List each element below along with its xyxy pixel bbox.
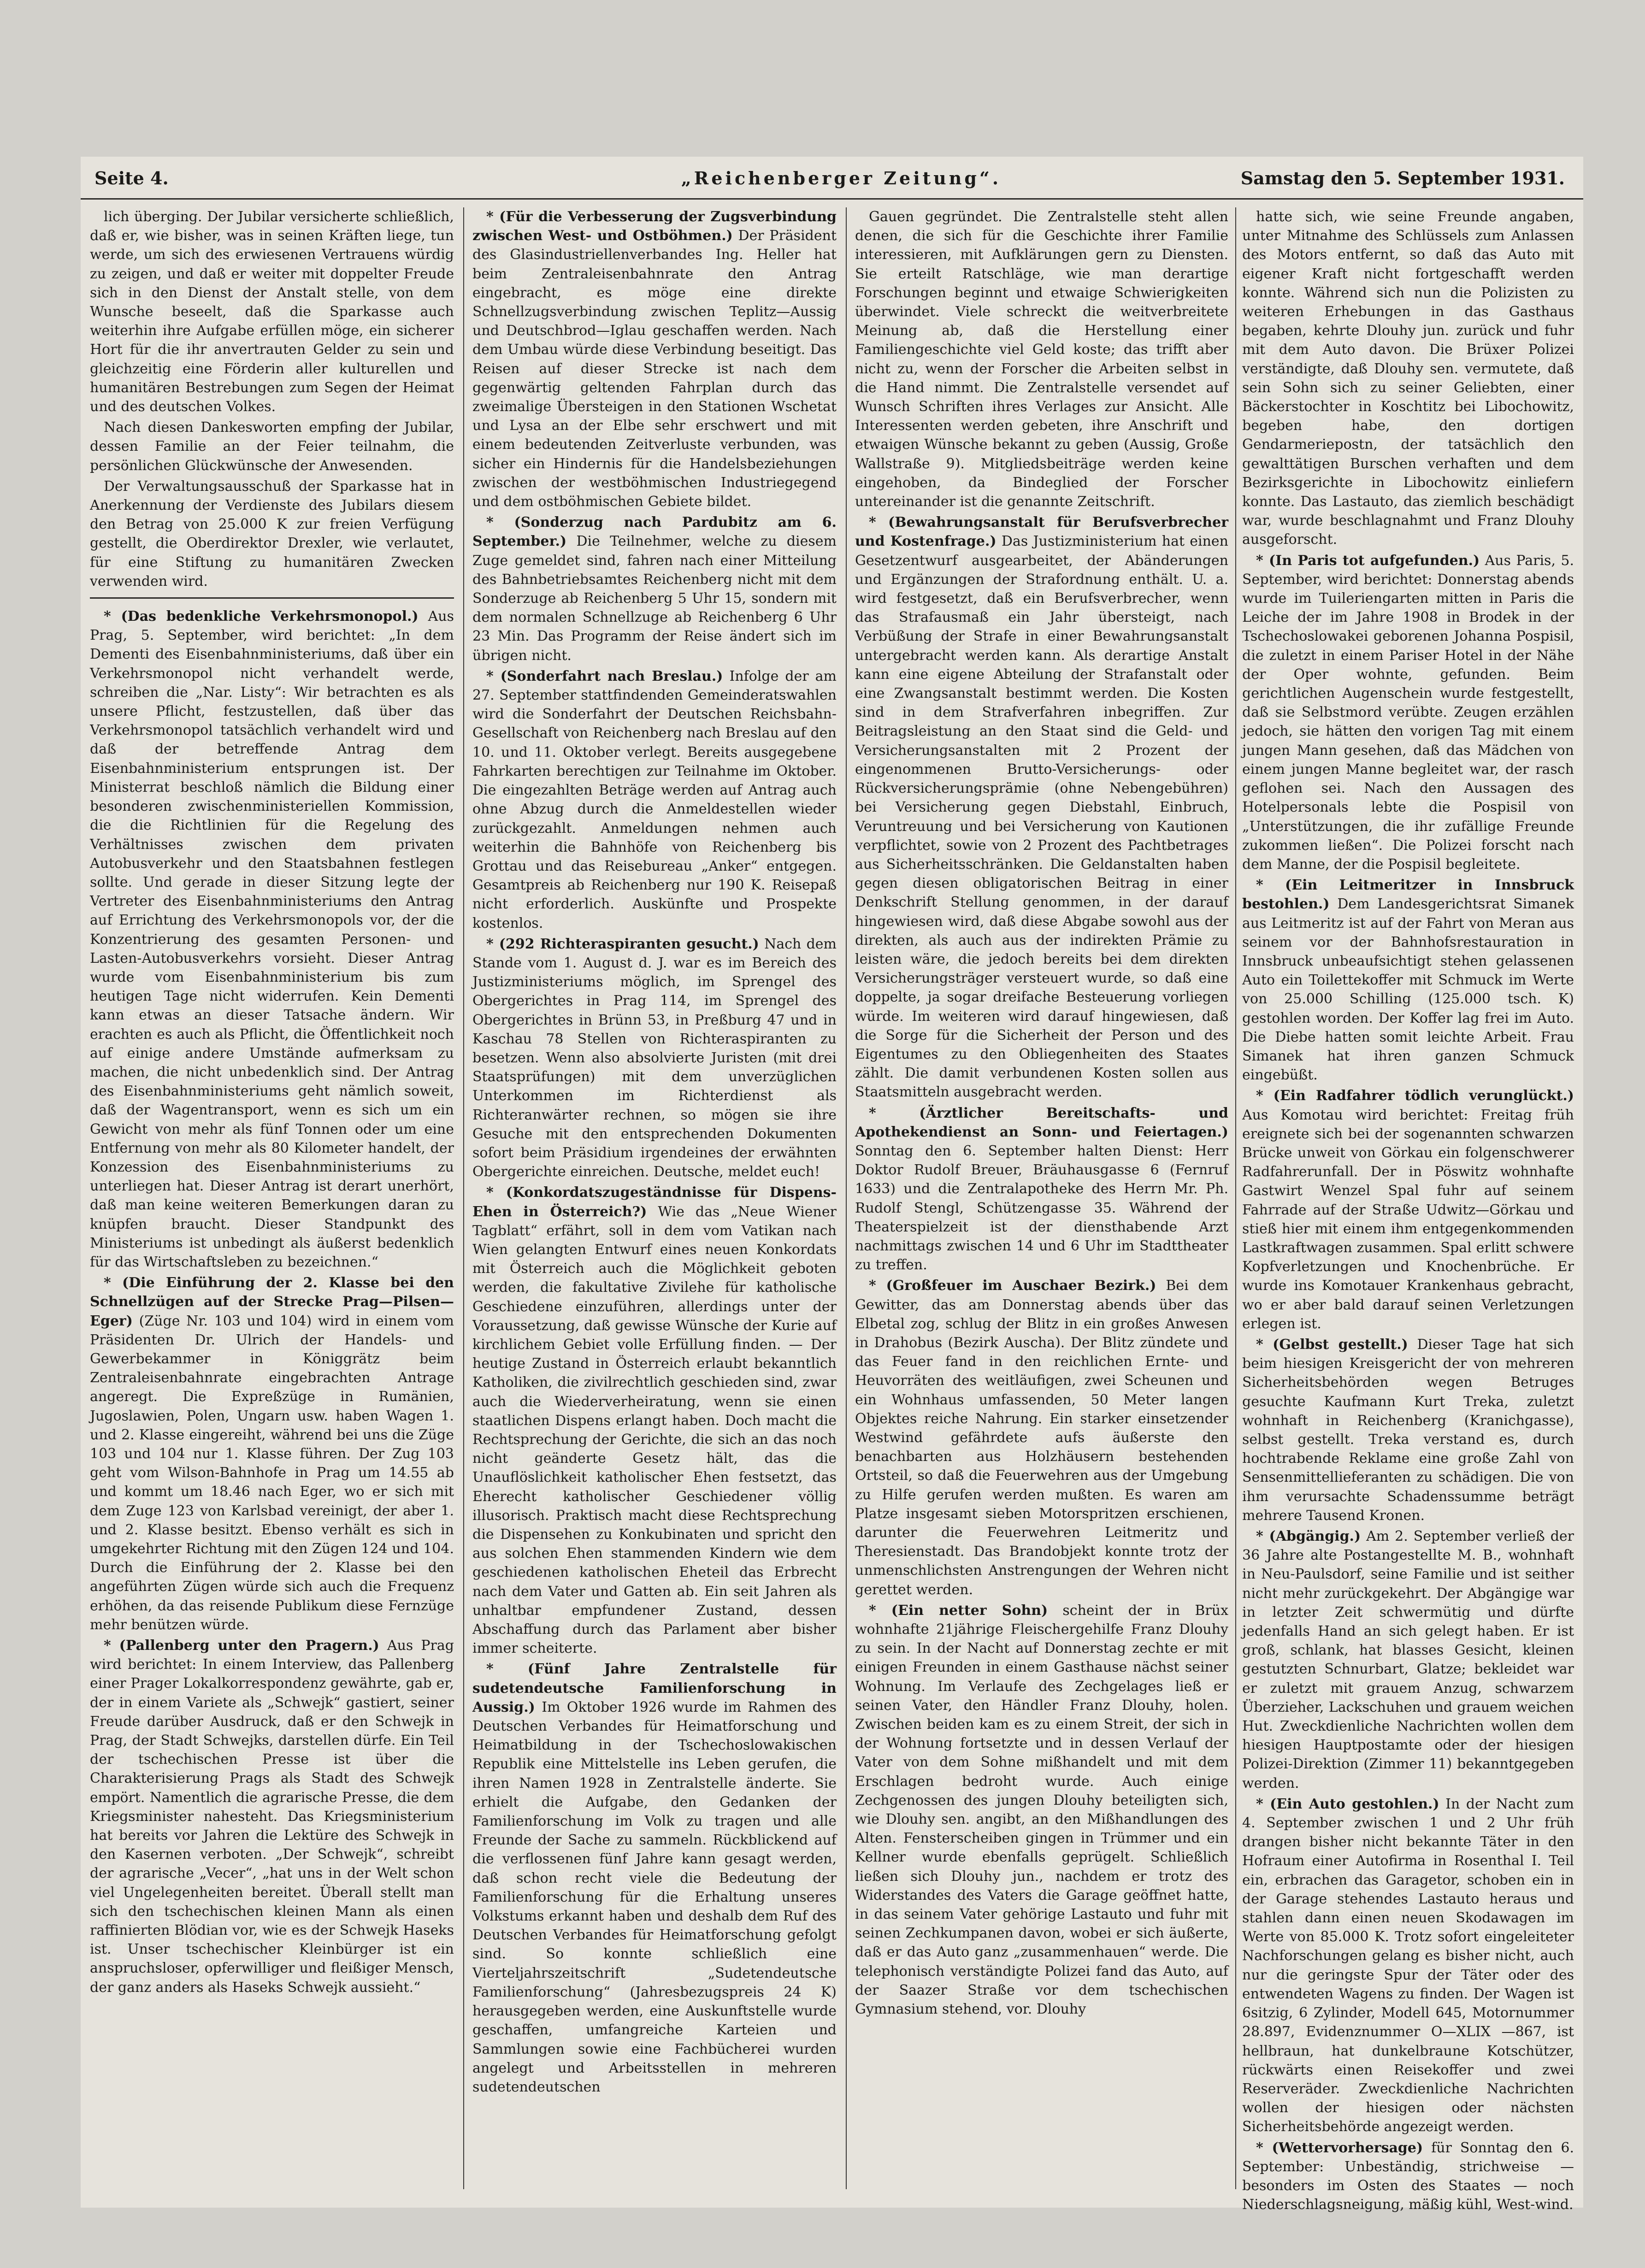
article-heading: * (Das bedenkliche Verkehrsmonopol.) bbox=[104, 608, 419, 625]
article bbox=[855, 513, 1228, 1102]
page-number: Seite 4. bbox=[94, 168, 169, 189]
article-heading: * (Fünf Jahre Zentralstelle für sudetendeutsche Familienforschung in Aussig.) bbox=[472, 1661, 837, 1715]
article bbox=[1242, 2138, 1574, 2215]
article bbox=[1242, 551, 1574, 874]
article-heading: * (Gelbst gestellt.) bbox=[1256, 1336, 1408, 1353]
article bbox=[1242, 1795, 1574, 2137]
article-text: Nach diesen Dankesworten empfing der Jubilar, dessen Familie an der Feier teilnahm, die persönlichen Glückwünsche der Anwesenden. bbox=[90, 419, 454, 474]
article-text: scheint der in Brüx wohnhafte 21jährige Fleischergehilfe Franz Dlouhy zu sein. In der Nacht auf Donnerstag zechte er mit einigen Freunden in einem Gasthause nächst seiner Wohnung. Im Verlaufe des Zechgelages ließ er seinen Vater, den Händler Franz Dlouhy, holen. Zwischen beiden kam es zu einem Streit, der sich in der Wohnung fortsetzte und in dessen Verlauf der Vater von dem Sohne mißhandelt und mit dem Erschlagen bedroht wurde. Auch einige Zechgenossen des jungen Dlouhy beteiligten sich, wie Dlouhy sen. angibt, an den Mißhandlungen des Alten. Fensterscheiben gingen in Trümmer und ein Kellner wurde ebenfalls geprügelt. Schließlich ließen sich Dlouhy jun., nachdem er trotz des Widerstandes des Vaters die Garage geöffnet hatte, in das seinem Vater gehörige Lastauto und fuhr mit seinen Zechkumpanen davon, wobei er sich äußerte, daß er das Auto ganz „zusammenhauen“ werde. Die telephonisch verständigte Polizei fand das Auto, auf der Saazer Straße vor dem tschechischen Gymnasium stehend, vor. Dlouhy bbox=[855, 1602, 1228, 2018]
article-heading: * (Wettervorhersage) bbox=[1256, 2139, 1423, 2156]
article-text: Aus Prag wird berichtet: In einem Interview, das Pallenberg einer Prager Lokalkorrespondenz gewährte, gab er, der in einem Variete als „Schwejk“ gastiert, seiner Freude darüber Ausdruck, daß er den Schwejk in Prag, der Stadt Schwejks, darstellen dürfe. Ein Teil der tschechischen Presse ist über die Charakterisierung Prags als Stadt des Schwejk empört. Namentlich die agrarische Presse, die dem Kriegsminister nahesteht. Das Kriegsministerium hat bereits vor Jahren die Lektüre des Schwejk in den Kasernen verboten. „Der Schwejk“, schreibt der agrarische „Vecer“, „hat uns in der Welt schon viel Ungelegenheiten bereitet. Überall stellt man sich den tschechischen kleinen Mann als einen raffinierten Blödian vor, wie es der Schwejk Haseks ist. Unser tschechischer Kleinbürger ist ein anspruchsloser, opferwilliger und fleißiger Mensch, der ganz anders als Haseks Schwejk aussieht.“ bbox=[90, 1638, 454, 1996]
article-text: Dieser Tage hat sich beim hiesigen Kreisgericht der von mehreren Sicherheitsbehörden wegen Betruges gesuchte Kaufmann Kurt Treka, zuletzt wohnhaft in Reichenberg (Kranichgasse), selbst gestellt. Treka verstand es, durch hochtrabende Reklame eine große Zahl von Sensenmittellieferanten zu schädigen. Die von ihm verursachte Schadenssumme beträgt mehrere Tausend Kronen. bbox=[1242, 1336, 1574, 1524]
article-text: Nach dem Stande vom 1. August d. J. war es im Bereich des Justizministeriums möglich, im Sprengel des Obergerichtes in Prag 114, im Sprengel des Obergerichtes in Brünn 53, in Preßburg 47 und in Kaschau 78 Stellen von Richteraspiranten zu besetzen. Wenn also absolvierte Juristen (mit drei Staatsprüfungen) mit dem unverzüglichen Unterkommen im Richterdienst als Richteranwärter rechnen, so mögen sie ihre Gesuche mit den entsprechenden Dokumenten sofort beim Präsidium irgendeines der erwähnten Obergerichte einreichen. Deutsche, meldet euch! bbox=[472, 936, 837, 1180]
page-header bbox=[81, 157, 1583, 200]
article bbox=[472, 207, 837, 511]
article-heading: * (292 Richteraspiranten gesucht.) bbox=[486, 936, 759, 952]
article-heading: * (Sonderfahrt nach Breslau.) bbox=[486, 668, 723, 684]
article-text: Am 2. September verließ der 36 Jahre alte Postangestellte M. B., wohnhaft in Neu-Paulsdorf, seine Familie und ist seither nicht mehr zurückgekehrt. Der Abgängige war in letzter Zeit schwermütig und dürfte jedenfalls Hand an sich gelegt haben. Er ist groß, schlank, hat blasses Gesicht, kleinen gestutzten Schnurbart, Glatze; bekleidet war er zuletzt mit grauem Anzug, schwarzem Überzieher, Lackschuhen und grauem weichen Hut. Zweckdienliche Nachrichten wollen dem hiesigen Hauptpostamte oder der hiesigen Polizei-Direktion (Zimmer 11) bekanntgegeben werden. bbox=[1242, 1528, 1574, 1791]
article bbox=[1242, 1335, 1574, 1525]
column-1 bbox=[90, 207, 454, 2189]
article-text: Wie das „Neue Wiener Tagblatt“ erfährt, soll in dem vom Vatikan nach Wien gelangten Entwurf eines neuen Konkordats mit Österreich auch die Möglichkeit geboten werden, die fakultative Zivilehe für katholische Geschiedene einzuführen, allerdings unter der Voraussetzung, daß gewisse Wünsche der Kurie auf kirchlichem Gebiet volle Erfüllung finden. — Der heutige Zustand in Österreich erlaubt bekanntlich Katholiken, die zivilrechtlich geschieden sind, zwar auch die Wiederverheiratung, wenn sie einen staatlichen Dispens erlangt haben. Doch macht die Rechtsprechung der Gerichte, die sich an das noch nicht geänderte Gesetz hält, das die Unauflöslichkeit katholischer Ehen festsetzt, das Eherecht katholischer Geschiedener völlig illusorisch. Praktisch macht diese Rechtsprechung die Dispensehen zu Konkubinaten und spricht den aus solchen Ehen stammenden Kindern wie dem geschiedenen katholischen Eheteil das Erbrecht nach dem Vater und Gatten ab. Ein seit Jahren als unhaltbar empfundener Zustand, dessen Abschaffung durch das Parlament aber bisher immer scheiterte. bbox=[472, 1203, 837, 1657]
article-heading: * (Ein Radfahrer tödlich verunglückt.) bbox=[1256, 1088, 1574, 1104]
article-heading: * (Konkordatszugeständnisse für Dispens-Ehen in Österreich?) bbox=[472, 1184, 837, 1220]
article bbox=[1242, 1527, 1574, 1793]
article-text: (Züge Nr. 103 und 104) wird in einem vom Präsidenten Dr. Ulrich der Handels- und Gewerbekammer in Königgrätz beim Zentraleisenbahnrate eingebrachten Antrage angeregt. Die Expreßzüge in Rumänien, Jugoslawien, Polen, Ungarn usw. haben Wagen 1. und 2. Klasse eingereiht, während bei uns die Züge 103 und 104 nur 1. Klasse führen. Der Zug 103 geht vom Wilson-Bahnhofe in Prag um 14.55 ab und kommt um 18.46 nach Eger, wo er sich mit dem Zuge 123 von Karlsbad vereinigt, der aber 1. und 2. Klasse besitzt. Ebenso verhält es sich in umgekehrter Richtung mit den Zügen 124 und 104. Durch die Einführung der 2. Klasse bei den angeführten Zügen würde sich auch die Frequenz erhöhen, da das reisende Publikum diese Fernzüge mehr benützen würde. bbox=[90, 1313, 454, 1633]
article-text: Gauen gegründet. Die Zentralstelle steht allen denen, die sich für die Geschichte ihrer Familie interessieren, mit Aufklärungen gern zu Diensten. Sie erteilt Ratschläge, wie man derartige Forschungen beginnt und etwaige Schwierigkeiten überwindet. Viele schreckt die weitverbreitete Meinung ab, daß die Herstellung einer Familiengeschichte viel Geld koste; das trifft aber nicht zu, wenn der Forscher die Arbeiten selbst in die Hand nimmt. Die Zentralstelle versendet auf Wunsch Schriften ihres Verlages zur Ansicht. Alle Interessenten werden gebeten, ihre Anschrift und etwaigen Wünsche bekannt zu geben (Aussig, Große Wallstraße 9). Mitgliedsbeiträge werden keine eingehoben, da Bindeglied der Forscher untereinander ist die genannte Zeitschrift. bbox=[855, 209, 1228, 510]
issue-date: Samstag den 5. September 1931. bbox=[1240, 168, 1565, 189]
newspaper-page bbox=[81, 157, 1583, 2213]
newspaper-title: „Reichenberger Zeitung“. bbox=[681, 168, 1002, 189]
article bbox=[472, 1660, 837, 2097]
article bbox=[472, 513, 837, 665]
article bbox=[1242, 1086, 1574, 1333]
article-text: Infolge der am 27. September stattfindenden Gemeinderatswahlen wird die Sonderfahrt der Deutschen Reichsbahn-Gesellschaft von Reichenberg nach Breslau auf den 10. und 11. Oktober verlegt. Bereits ausgegebene Fahrkarten berechtigen zur Teilnahme im Oktober. Die eingezahlten Beträge werden auf Antrag auch ohne Abzug durch die Anmeldestellen wieder zurückgezahlt. Anmeldungen nehmen auch weiterhin die Bahnhöfe von Reichenberg bis Grottau und das Reisebureau „Anker“ entgegen. Gesamtpreis ab Reichenberg nur 190 K. Reisepaß nicht erforderlich. Auskünfte und Prospekte kostenlos. bbox=[472, 668, 837, 931]
article-text: In der Nacht zum 4. September zwischen 1 und 2 Uhr früh drangen bisher nicht bekannte Täter in den Hofraum einer Autofirma in Rosenthal I. Teil ein, erbrachen das Garagetor, schoben ein in der Garage stehendes Lastauto heraus und stahlen dann einen neuen Skodawagen im Werte von 85.000 K. Trotz sofort eingeleiteter Nachforschungen gelang es bisher nicht, auch nur die geringste Spur der Täter oder des entwendeten Wagens zu finden. Der Wagen ist 6sitzig, 6 Zylinder, Modell 645, Motornummer 28.897, Evidenznummer O—XLIX —867, ist hellbraun, hat dunkelbraune Kotschützer, rückwärts einen Reisekoffer und zwei Reserveräder. Zweckdienliche Nachrichten wollen der hiesigen oder nächsten Sicherheitsbehörde angezeigt werden. bbox=[1242, 1796, 1574, 2135]
article bbox=[855, 1104, 1228, 1275]
article bbox=[472, 1183, 837, 1658]
article-heading: * (Ein Leitmeritzer in Innsbruck bestohlen.) bbox=[1242, 877, 1574, 913]
article bbox=[1242, 876, 1574, 1084]
article bbox=[472, 667, 837, 933]
article-text: Aus Prag, 5. September, wird berichtet: „In dem Dementi des Eisenbahnministeriums, daß über ein Verkehrsmonopol nicht verhandelt werde, schreiben die „Nar. Listy“: Wir betrachten es als unsere Pflicht, festzustellen, daß über das Verkehrsmonopol tatsächlich verhandelt wird und daß der betreffende Antrag dem Eisenbahnministerium entsprungen ist. Der Ministerrat beschloß nämlich die Bildung einer besonderen zwischenministeriellen Kommission, die die Richtlinien für die Regelung des Verhältnisses zwischen dem privaten Autobusverkehr und den Staatsbahnen festlegen sollte. Und gerade in dieser Sitzung legte der Vertreter des Eisenbahnministeriums den Antrag auf Errichtung des Verkehrsmonopols vor, der die Konzentrierung des gesamten Personen- und Lasten-Autobusverkehrs vorsieht. Dieser Antrag wurde vom Eisenbahnministerium bis zum heutigen Tage nicht widerrufen. Kein Dementi kann etwas an dieser Tatsache ändern. Wir erachten es auch als Pflicht, die Öffentlichkeit noch auf einige andere Umstände aufmerksam zu machen, die nicht unbedenklich sind. Der Antrag des Eisenbahnministeriums geht nämlich soweit, daß der Wagentransport, wenn es sich um ein Gewicht von mehr als fünf Tonnen oder um eine Entfernung von mehr als 80 Kilometer handelt, der Konzession des Eisenbahnministeriums zu unterliegen hat. Dieser Antrag ist derart unerhört, daß man keine weiteren Bemerkungen daran zu knüpfen braucht. Dieser Standpunkt des Ministeriums ist unbedingt als äußerst bedenklich für das Wirtschaftsleben zu bezeichnen.“ bbox=[90, 608, 454, 1270]
article-text: Der Präsident des Glasindustriellenverbandes Ing. Heller hat beim Zentraleisenbahnrate den Antrag eingebracht, es möge eine direkte Schnellzugsverbindung zwischen Teplitz—Aussig und Deutschbrod—Iglau geschaffen werden. Nach dem Umbau würde diese Verbindung beseitigt. Das Reisen auf dieser Strecke ist nach dem gegenwärtig geltenden Fahrplan durch das zweimalige Übersteigen in den Stationen Wschetat und Lysa an der Elbe sehr erschwert und mit einem bedeutenden Zeitverluste verbunden, was sicher ein Hindernis für die Handelsbeziehungen zwischen der westböhmischen Industriegegend und dem ostböhmischen Gebiete bildet. bbox=[472, 228, 837, 510]
article-heading: * (Ein Auto gestohlen.) bbox=[1256, 1796, 1439, 1812]
column-rule bbox=[846, 207, 847, 2189]
article-text: Aus Komotau wird berichtet: Freitag früh ereignete sich bei der sogenannten schwarzen Brücke unweit von Görkau ein folgenschwerer Radfahrerunfall. Der in Pöswitz wohnhafte Gastwirt Wenzel Spal fuhr auf seinem Fahrrade auf der Straße Udwitz—Görkau und stieß hier mit einem ihm entgegenkommenden Lastkraftwagen zusammen. Spal erlitt schwere Kopfverletzungen und Knochenbrüche. Er wurde ins Komotauer Krankenhaus gebracht, wo er aber bald darauf seinen Verletzungen erlegen ist. bbox=[1242, 1107, 1574, 1332]
article bbox=[90, 1636, 454, 1997]
article-text: Aus Paris, 5. September, wird berichtet: Donnerstag abends wurde im Tuileriengarten mitten in Paris die Leiche der im Jahre 1908 in Brodek in der Tschechoslowakei geborenen Johanna Pospisil, die zuletzt in einem Pariser Hotel in der Nähe der Oper wohnte, gefunden. Beim gerichtlichen Augenschein wurde festgestellt, daß sie Selbstmord verübte. Zeugen erzählen jedoch, sie hätten den vorigen Tag mit einem jungen Mann gesehen, daß das Mädchen von einem jungen Manne begleitet war, der rasch geflohen sei. Nach den Aussagen des Hotelpersonals lebte die Pospisil von „Unterstützungen, die ihr zufällige Freunde zukommen ließen“. Die Polizei forscht nach dem Manne, der die Pospisil begleitete. bbox=[1242, 552, 1574, 872]
article bbox=[472, 935, 837, 1182]
article-heading: * (Abgängig.) bbox=[1256, 1528, 1361, 1545]
article bbox=[90, 607, 454, 1272]
column-2 bbox=[472, 207, 837, 2189]
article-text: für Sonntag den 6. September: Unbeständig, strichweise — besonders im Osten des Staates — noch Niederschlagsneigung, mäßig kühl, West-wind. bbox=[1242, 2139, 1574, 2213]
column-4 bbox=[1242, 207, 1574, 2213]
article-heading: * (Die Einführung der 2. Klasse bei den Schnellzügen auf der Strecke Prag—Pilsen—Eger) bbox=[90, 1275, 454, 1329]
article bbox=[855, 1601, 1228, 2019]
section-divider bbox=[90, 597, 454, 599]
article-text: Bei dem Gewitter, das am Donnerstag abends über das Elbetal zog, schlug der Blitz in ein großes Anwesen in Drahobus (Bezirk Auscha). Der Blitz zündete und das Feuer fand in den reichlichen Ernte- und Heuvorräten des weitläufigen, zwei Scheunen und ein Wohnhaus umfassenden, 50 Meter langen Objektes reiche Nahrung. Ein starker einsetzender Westwind gefährdete aufs äußerste den benachbarten aus Holzhäusern bestehenden Ortsteil, so daß die Feuerwehren aus der Umgebung zu Hilfe gerufen werden mußten. Es waren am Platze insgesamt sieben Motorspritzen erschienen, darunter die Feuerwehren Leitmeritz und Theresienstadt. Das Brandobjekt konnte trotz der unmenschlichsten Anstrengungen der Wehren nicht gerettet werden. bbox=[855, 1278, 1228, 1598]
article-heading: * (Bewahrungsanstalt für Berufsverbrecher und Kostenfrage.) bbox=[855, 514, 1228, 550]
article-text: Das Justizministerium hat einen Gesetzentwurf ausgearbeitet, der Abänderungen und Ergänzungen der Strafordnung enthält. U. a. wird festgesetzt, daß ein Berufsverbrecher, wenn das Strafausmaß ein Jahr übersteigt, nach Verbüßung der Strafe in einer Bewahrungsanstalt untergebracht werden kann. Als derartige Anstalt kann eine eigene Abteilung der Strafanstalt oder eine Zwangsanstalt bestimmt werden. Die Kosten sind in dem Strafverfahren inbegriffen. Zur Beitragsleistung an den Staat sind die Geld- und Versicherungsanstalten mit 2 Prozent der eingenommenen Brutto-Versicherungs- oder Rückversicherungsprämie (ohne Nebengebühren) bei Versicherung gegen Diebstahl, Einbruch, Veruntreuung und bei Versicherung von Kautionen verpflichtet, sowie von 2 Prozent des Pachtbetrages aus Sicherheitsschränken. Die Geldanstalten haben gegen diesen obligatorischen Beitrag in einer Denkschrift Stellung genommen, in der darauf hingewiesen wird, daß diese Abgabe sowohl aus der direkten, als auch aus der indirekten Prämie zu leisten wäre, die jedoch bereits bei dem direkten Versicherungsträger versteuert wurde, so daß eine doppelte, ja sogar dreifache Besteuerung vorliegen würde. Im weiteren wird darauf hingewiesen, daß die Sorge für die Sicherheit der Person und des Eigentumes zu den Obliegenheiten des Staates zählt. Die damit verbundenen Kosten sollen aus Staatsmitteln ausgebracht werden. bbox=[855, 533, 1228, 1101]
article bbox=[855, 1276, 1228, 1599]
article-heading: * (Pallenberg unter den Pragern.) bbox=[104, 1638, 379, 1654]
article-text: lich überging. Der Jubilar versicherte schließlich, daß er, wie bisher, was in seinen Kräften liege, tun werde, um sich des erwiesenen Vertrauens würdig zu zeigen, und daß er weiter mit doppelter Freude sich in den Dienst der Anstalt stelle, von dem Wunsche beseelt, daß die Sparkasse auch weiterhin ihre Aufgabe erfüllen möge, ein sicherer Hort für die ihr anvertrauten Gelder zu sein und gleichzeitig eine Förderin aller kulturellen und humanitären Bestrebungen zum Segen der Heimat und des deutschen Volkes. bbox=[90, 209, 454, 415]
article-heading: * (Sonderzug nach Pardubitz am 6. September.) bbox=[472, 514, 837, 550]
article-heading: * (Für die Verbesserung der Zugsverbindung zwischen West- und Ostböhmen.) bbox=[472, 209, 837, 244]
article-text: Der Verwaltungsausschuß der Sparkasse hat in Anerkennung der Verdienste des Jubilars diesem den Betrag von 25.000 K zur freien Verfügung gestellt, die Oberdirektor Drexler, wie verlautet, für eine Stiftung zu humanitären Zwecken verwenden wird. bbox=[90, 478, 454, 589]
article-text: Sonntag den 6. September halten Dienst: Herr Doktor Rudolf Breuer, Bräuhausgasse 6 (Fernruf 1633) und die Zentralapotheke des Herrn Mr. Ph. Rudolf Stengl, Schützengasse 35. Während der Theaterspielzeit ist der diensthabende Arzt nachmittags zwischen 14 und 6 Uhr im Stadttheater zu treffen. bbox=[855, 1143, 1228, 1273]
article-heading: * (In Paris tot aufgefunden.) bbox=[1256, 552, 1480, 569]
column-3 bbox=[855, 207, 1228, 2189]
article-heading: * (Großfeuer im Auschaer Bezirk.) bbox=[869, 1278, 1156, 1294]
column-rule bbox=[463, 207, 464, 2189]
article-heading: * (Ein netter Sohn) bbox=[869, 1602, 1048, 1619]
article-heading: * (Ärztlicher Bereitschafts- und Apothekendienst an Sonn- und Feiertagen.) bbox=[855, 1105, 1228, 1140]
article-text: Dem Landesgerichtsrat Simanek aus Leitmeritz ist auf der Fahrt von Meran aus seinem vor der Bahnhofsrestauration in Innsbruck unbeaufsichtigt stehen gelassenen Auto ein Toilettekoffer mit Schmuck im Werte von 25.000 Schilling (125.000 tsch. K) gestohlen worden. Der Koffer lag frei im Auto. Die Diebe hatten somit leichte Arbeit. Frau Simanek hat ihren ganzen Schmuck eingebüßt. bbox=[1242, 896, 1574, 1084]
article-text: Die Teilnehmer, welche zu diesem Zuge gemeldet sind, fahren nach einer Mitteilung des Bahnbetriebsamtes Reichenberg nicht mit dem Sonderzuge ab Reichenberg 5 Uhr 15, sondern mit dem normalen Schnellzuge ab Reichenberg 6 Uhr 23 Min. Das Programm der Reise ändert sich im übrigen nicht. bbox=[472, 533, 837, 664]
article-text: Im Oktober 1926 wurde im Rahmen des Deutschen Verbandes für Heimatforschung und Heimatbildung in der Tschechoslowakischen Republik eine Mittelstelle ins Leben gerufen, die ihren Namen 1928 in Zentralstelle änderte. Sie erhielt die Aufgabe, den Gedanken der Familienforschung im Volk zu tragen und alle Freunde der Sache zu sammeln. Rückblickend auf die verflossenen fünf Jahre kann gesagt werden, daß schon recht viele die Bedeutung der Familienforschung für die Erhaltung unseres Volkstums erkannt haben und deshalb dem Ruf des Deutschen Verbandes für Heimatforschung gefolgt sind. So konnte schließlich eine Vierteljahrszeitschrift „Sudetendeutsche Familienforschung“ (Jahresbezugspreis 24 K) herausgegeben werden, eine Auskunftstelle wurde geschaffen, umfangreiche Karteien und Sammlungen sowie eine Fachbücherei wurden angelegt und Arbeitsstellen in mehreren sudetendeutschen bbox=[472, 1699, 837, 2095]
column-rule bbox=[1235, 207, 1236, 2189]
article-text: hatte sich, wie seine Freunde angaben, unter Mitnahme des Schlüssels zum Anlassen des Motors entfernt, so daß das Auto mit eigener Kraft nicht fortgeschafft werden konnte. Während sich nun die Polizisten zu weiteren Erhebungen in das Gasthaus begaben, kehrte Dlouhy jun. zurück und fuhr mit dem Auto davon. Die Brüxer Polizei verständigte, daß Dlouhy sen. vermutete, daß sein Sohn sich zu seiner Geliebten, einer Bäckerstochter in Koschtitz bei Libochowitz, begeben habe, den dortigen Gendarmeriepostn, der tatsächlich den gewalttätigen Burschen verhaften und dem Bezirksgerichte in Libochowitz einliefern konnte. Das Lastauto, das ziemlich beschädigt war, wurde beschlagnahmt und Franz Dlouhy ausgeforscht. bbox=[1242, 209, 1574, 548]
article bbox=[90, 1273, 454, 1634]
